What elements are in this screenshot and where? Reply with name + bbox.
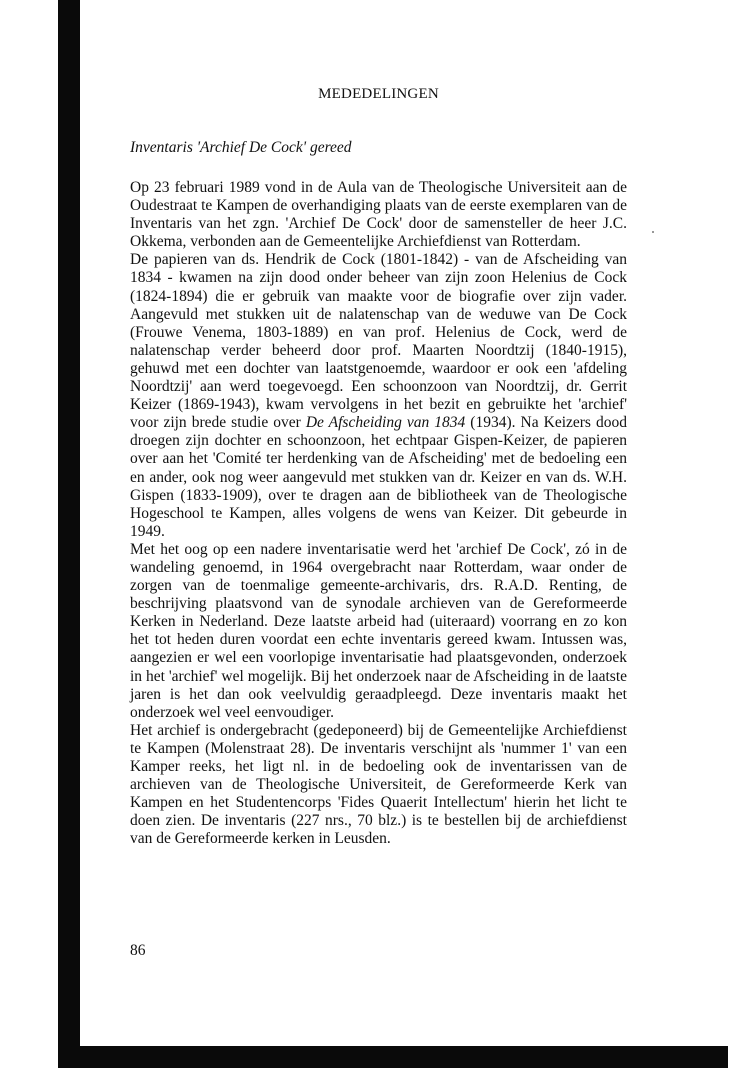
paragraph-text: Met het oog op een nadere inventarisatie werd het 'archief De Cock', zó in de wandeling genoemd, in 1964 overgebracht naar Rotterdam, waar onder de zorgen van de toenmalige gemeente-archivaris, drs. R.A.D. Renting, de beschrijving plaatsvond van de synodale archieven van de Gereformeerde Kerken in Nederland. Deze laatste arbeid had (uiteraard) voorrang en zo kon het tot heden duren voordat een echte inventaris gereed kwam. Intussen was, aangezien er wel een voorlopige inventarisatie had plaatsgevonden, onderzoek in het 'archief' wel mogelijk. Bij het onderzoek naar de Afscheiding in de laatste jaren is het dan ook veelvuldig geraadpleegd. Deze inventaris maakt het onderzoek wel veel eenvoudiger. xyxy=(130,540,627,721)
paragraph xyxy=(130,722,627,849)
paragraph xyxy=(130,541,627,722)
paragraph xyxy=(130,179,627,251)
page-number: 86 xyxy=(130,942,146,959)
italic-book-title: De Afscheiding van 1834 xyxy=(305,414,466,432)
article-body xyxy=(130,179,627,848)
page-header: MEDEDELINGEN xyxy=(318,86,439,102)
paragraph-text: Het archief is ondergebracht (gedeponeerd) bij de Gemeentelijke Archiefdienst te Kampen (Molenstraat 28). De inventaris verschijnt als 'nummer 1' van een Kamper reeks, het ligt nl. in de bedoeling ook de inventarissen van de archieven van de Theologische Universiteit, de Gereformeerde Kerk van Kampen en het Studentencorps 'Fides Quaerit Intellectum' hierin het licht te doen zien. De inventaris (227 nrs., 70 blz.) is te bestellen bij de archiefdienst van de Gereformeerde kerken in Leusden. xyxy=(130,721,627,848)
paragraph xyxy=(130,251,627,541)
scan-border-bottom xyxy=(58,1046,728,1068)
section-title: Inventaris 'Archief De Cock' gereed xyxy=(130,139,352,156)
paragraph-text: (1934). Na Keizers dood droegen zijn dochter en schoonzoon, het echtpaar Gispen-Keizer, de papieren over aan het 'Comité ter herdenking van de Afscheiding' met de bedoeling een en ander, ook nog weer aangevuld met stukken van dr. Keizer en van ds. W.H. Gispen (1833-1909), over te dragen aan de bibliotheek van de Theologische Hogeschool te Kampen, alles volgens de wens van Keizer. Dit gebeurde in 1949. xyxy=(130,414,627,540)
scan-border-left xyxy=(58,0,80,1068)
paragraph-text: De papieren van ds. Hendrik de Cock (1801-1842) - van de Afscheiding van 1834 - kwamen na zijn dood onder beheer van zijn zoon Helenius de Cock (1824-1894) die er gebruik van maakte voor de biografie over zijn vader. Aangevuld met stukken uit de nalatenschap van de weduwe van De Cock (Frouwe Venema, 1803-1889) en van prof. Helenius de Cock, werd de nalatenschap verder beheerd door prof. Maarten Noordtzij (1840-1915), gehuwd met een dochter van laatstgenoemde, waardoor er ook een 'afdeling Noordtzij' aan werd toegevoegd. Een schoonzoon van Noordtzij, dr. Gerrit Keizer (1869-1943), kwam vervolgens in het bezit en gebruikte het 'archief' voor zijn brede studie over xyxy=(130,251,627,432)
scan-speck xyxy=(652,231,654,233)
paragraph-text: Op 23 februari 1989 vond in de Aula van de Theologische Universiteit aan de Oudestraat te Kampen de overhandiging plaats van de eerste exemplaren van de Inventaris van het zgn. 'Archief De Cock' door de samensteller de heer J.C. Okkema, verbonden aan de Gemeentelijke Archiefdienst van Rotterdam. xyxy=(130,179,627,251)
